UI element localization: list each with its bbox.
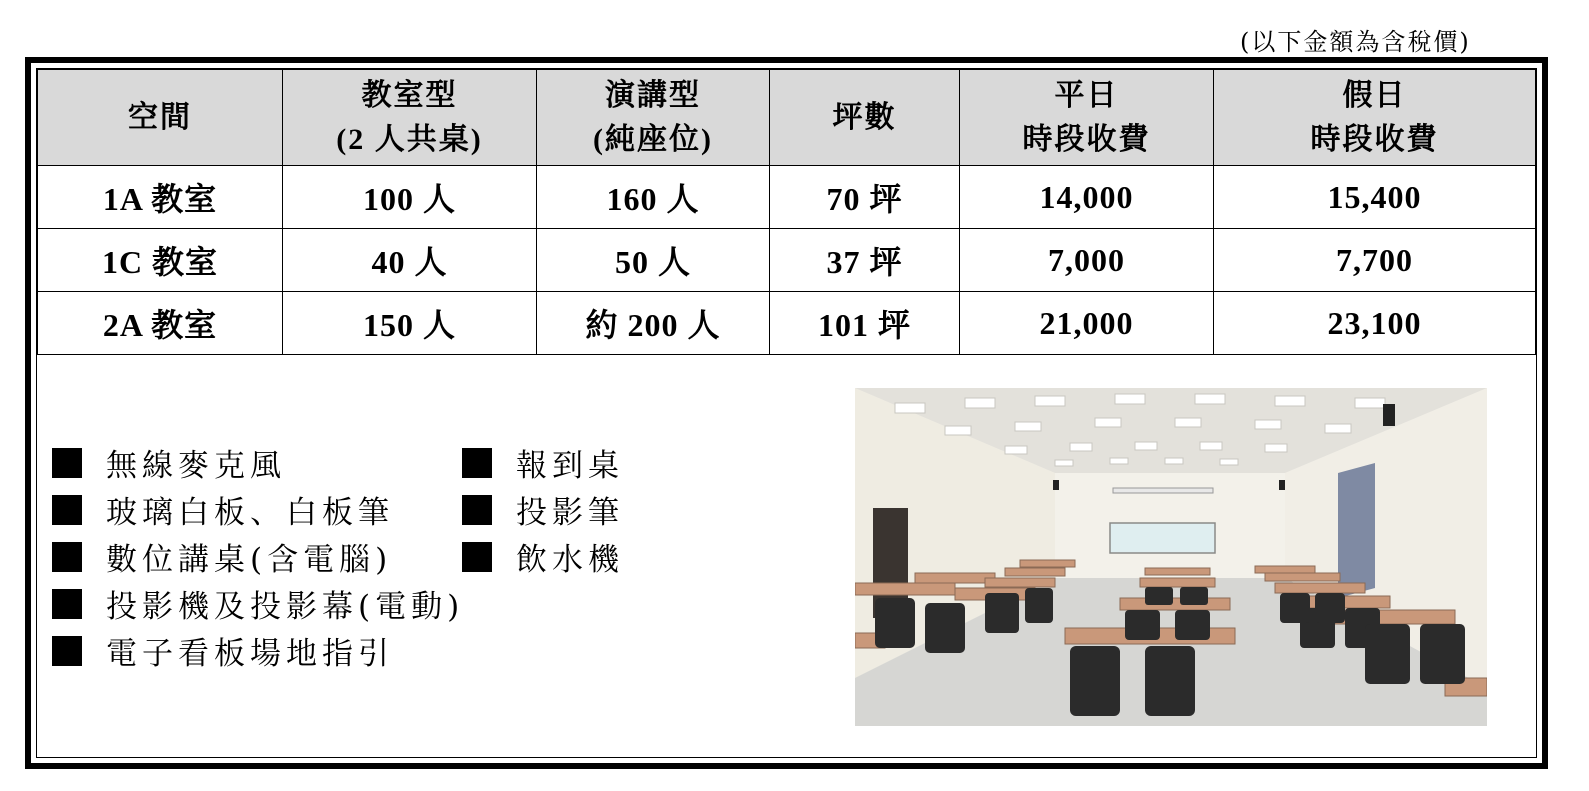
cell-weekday-fee: 14,000 [960,166,1214,229]
header-lecture-capacity: 演講型 (純座位) [537,70,770,166]
classroom-photo-image [855,388,1487,726]
cell-area: 70 坪 [770,166,960,229]
equipment-label: 投影機及投影幕(電動) [106,589,465,625]
bullet-square-icon [462,448,492,478]
cell-classroom-capacity: 150 人 [283,292,537,355]
cell-space: 2A 教室 [38,292,283,355]
equipment-label: 投影筆 [516,495,624,531]
cell-holiday-fee: 7,700 [1214,229,1536,292]
list-item [462,486,624,533]
list-item [52,486,464,533]
bullet-square-icon [52,542,82,572]
bullet-square-icon [52,589,82,619]
cell-area: 37 坪 [770,229,960,292]
list-item [462,439,624,486]
bullet-square-icon [462,542,492,572]
cell-space: 1C 教室 [38,229,283,292]
equipment-label: 飲水機 [516,542,624,578]
header-area: 坪數 [770,70,960,166]
header-weekday-fee: 平日 時段收費 [960,70,1214,166]
pricing-inner-frame [36,68,1537,758]
cell-lecture-capacity: 約 200 人 [537,292,770,355]
bullet-square-icon [52,636,82,666]
cell-holiday-fee: 15,400 [1214,166,1536,229]
cell-area: 101 坪 [770,292,960,355]
tax-note: (以下金額為含稅價) [1240,28,1471,56]
cell-space: 1A 教室 [38,166,283,229]
header-space: 空間 [38,70,283,166]
header-classroom-capacity: 教室型 (2 人共桌) [283,70,537,166]
equipment-list-left [52,439,464,674]
bullet-square-icon [52,448,82,478]
cell-lecture-capacity: 160 人 [537,166,770,229]
equipment-list-right [462,439,624,580]
classroom-photo [855,388,1487,726]
equipment-label: 無線麥克風 [106,448,286,484]
equipment-label: 玻璃白板、白板筆 [106,495,394,531]
pricing-table [37,69,1536,355]
equipment-label: 報到桌 [516,448,624,484]
equipment-label: 數位講桌(含電腦) [106,542,393,578]
list-item [52,533,464,580]
header-holiday-fee: 假日 時段收費 [1214,70,1536,166]
cell-weekday-fee: 21,000 [960,292,1214,355]
list-item [462,533,624,580]
cell-classroom-capacity: 40 人 [283,229,537,292]
list-item [52,580,464,627]
list-item [52,439,464,486]
list-item [52,627,464,674]
table-row [38,229,1536,292]
cell-weekday-fee: 7,000 [960,229,1214,292]
bullet-square-icon [52,495,82,525]
pricing-frame [25,57,1548,769]
cell-holiday-fee: 23,100 [1214,292,1536,355]
header-row [38,70,1536,166]
cell-lecture-capacity: 50 人 [537,229,770,292]
bullet-square-icon [462,495,492,525]
table-row [38,166,1536,229]
cell-classroom-capacity: 100 人 [283,166,537,229]
table-row [38,292,1536,355]
equipment-label: 電子看板場地指引 [106,636,394,672]
